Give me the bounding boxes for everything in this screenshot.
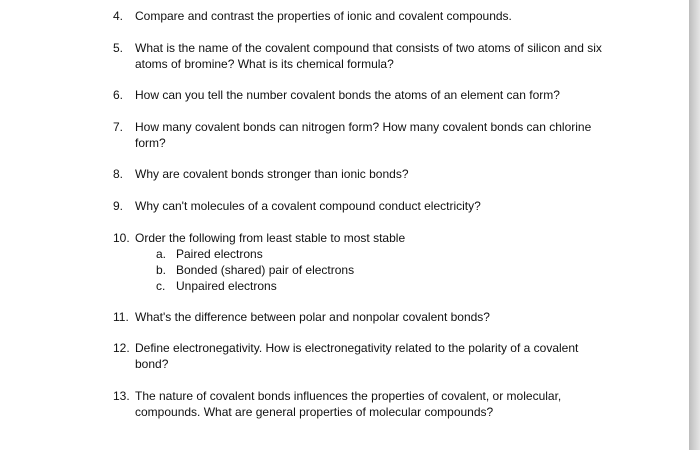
option-text: Paired electrons [176,247,263,261]
question-number: 5. [113,41,124,55]
option-text: Bonded (shared) pair of electrons [176,263,355,277]
option-letter: c. [156,279,166,293]
question-text [135,40,605,72]
question-line: How many covalent bonds can nitrogen form? How many covalent bonds can chlorine [135,120,592,134]
question-text [135,87,605,103]
question-number: 13. [113,389,130,403]
option-letter: a. [156,247,167,261]
question-line: compounds. What are general properties of molecular compounds? [135,405,494,419]
question-line: Order the following from least stable to most stable [135,231,406,245]
question-text [135,309,605,325]
question-line: What's the difference between polar and nonpolar covalent bonds? [135,310,490,324]
page-edge-shadow [689,0,700,450]
question-text [135,230,605,246]
question-number: 11. [113,310,129,324]
question-line: The nature of covalent bonds influences the properties of covalent, or molecular, [135,389,562,403]
question-number: 6. [113,88,124,102]
question-text [135,166,605,182]
question-line: Define electronegativity. How is electronegativity related to the polarity of a covalent [135,341,579,355]
question-line: What is the name of the covalent compound that consists of two atoms of silicon and six [135,41,602,55]
question-line: Why are covalent bonds stronger than ionic bonds? [135,167,409,181]
question-text [135,198,605,214]
question-line: form? [135,136,166,150]
question-text [135,8,605,24]
option-text: Unpaired electrons [176,279,277,293]
question-line: Compare and contrast the properties of ionic and covalent compounds. [135,9,512,23]
question-text [135,119,605,151]
option-letter: b. [156,263,167,277]
question-number: 7. [113,120,124,134]
question-number: 10. [113,231,130,245]
question-line: Why can't molecules of a covalent compound conduct electricity? [135,199,481,213]
question-line: atoms of bromine? What is its chemical formula? [135,57,394,71]
question-number: 8. [113,167,124,181]
question-text [135,388,605,420]
question-line: bond? [135,357,169,371]
question-text [135,340,605,372]
question-number: 12. [113,341,130,355]
question-line: How can you tell the number covalent bonds the atoms of an element can form? [135,88,560,102]
question-number: 9. [113,199,124,213]
question-number: 4. [113,9,124,23]
